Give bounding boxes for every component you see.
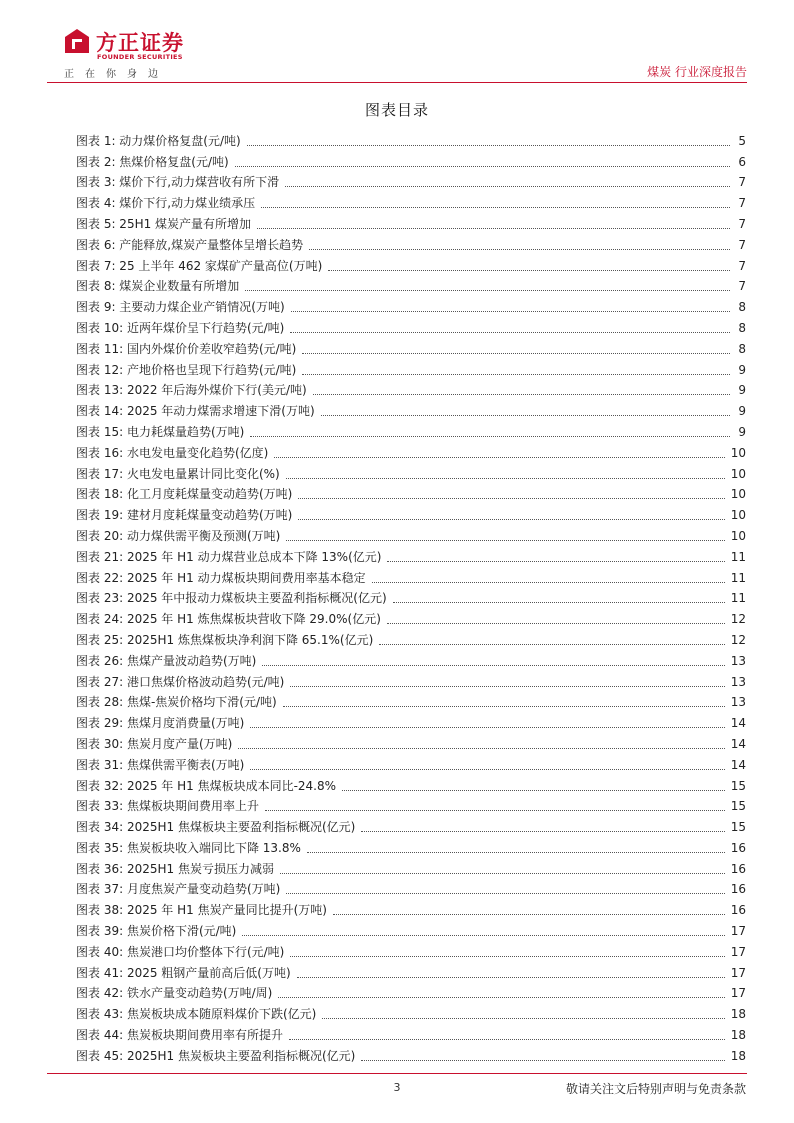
toc-entry-page: 14: [730, 736, 746, 751]
company-slogan: 正在你身边: [64, 69, 169, 80]
toc-entry-page: 9: [738, 424, 746, 439]
toc-entry[interactable]: [76, 378, 746, 399]
toc-entry-label: 图表 15: 电力耗煤量趋势(万吨): [76, 424, 245, 439]
toc-entry[interactable]: [76, 398, 746, 419]
toc-dot-leader: [278, 996, 724, 998]
toc-dot-leader: [372, 581, 725, 583]
toc-entry[interactable]: [76, 939, 746, 960]
toc-dot-leader: [235, 165, 730, 167]
toc-entry-page: 7: [738, 237, 746, 252]
toc-entry[interactable]: [76, 773, 746, 794]
toc-entry-label: 图表 28: 焦煤-焦炭价格均下滑(元/吨): [76, 695, 277, 710]
toc-entry-label: 图表 39: 焦炭价格下滑(元/吨): [76, 924, 237, 939]
toc-entry[interactable]: [76, 627, 746, 648]
toc-entry-page: 8: [738, 341, 746, 356]
toc-dot-leader: [250, 768, 724, 770]
toc-dot-leader: [298, 518, 724, 520]
toc-entry-page: 6: [738, 154, 746, 169]
toc-dot-leader: [313, 393, 730, 395]
toc-entry[interactable]: [76, 440, 746, 461]
toc-dot-leader: [393, 601, 725, 603]
toc-entry[interactable]: [76, 1001, 746, 1022]
toc-entry-page: 10: [730, 528, 746, 543]
toc-entry-label: 图表 17: 火电发电量累计同比变化(%): [76, 466, 280, 481]
toc-entry-page: 16: [730, 861, 746, 876]
toc-dot-leader: [361, 830, 724, 832]
toc-dot-leader: [322, 1017, 724, 1019]
toc-entry[interactable]: [76, 586, 746, 607]
toc-dot-leader: [242, 934, 724, 936]
toc-entry-page: 9: [738, 362, 746, 377]
toc-entry-label: 图表 14: 2025 年动力煤需求增速下滑(万吨): [76, 404, 315, 419]
toc-dot-leader: [309, 248, 730, 250]
toc-dot-leader: [286, 539, 724, 541]
toc-entry-label: 图表 40: 焦炭港口均价整体下行(元/吨): [76, 944, 285, 959]
toc-entry[interactable]: [76, 461, 746, 482]
toc-entry[interactable]: [76, 814, 746, 835]
toc-entry[interactable]: [76, 710, 746, 731]
toc-entry-label: 图表 11: 国内外煤价价差收窄趋势(元/吨): [76, 341, 297, 356]
toc-dot-leader: [262, 664, 724, 666]
toc-dot-leader: [285, 185, 730, 187]
toc-entry-page: 17: [730, 986, 746, 1001]
toc-entry-label: 图表 10: 近两年煤价呈下行趋势(元/吨): [76, 320, 285, 335]
toc-dot-leader: [333, 913, 725, 915]
toc-entry-label: 图表 18: 化工月度耗煤量变动趋势(万吨): [76, 487, 293, 502]
toc-entry-label: 图表 21: 2025 年 H1 动力煤营业总成本下降 13%(亿元): [76, 549, 382, 564]
toc-dot-leader: [361, 1059, 724, 1061]
toc-dot-leader: [387, 560, 724, 562]
toc-entry-page: 9: [738, 404, 746, 419]
toc-entry-page: 14: [730, 716, 746, 731]
toc-entry[interactable]: [76, 315, 746, 336]
toc-entry[interactable]: [76, 544, 746, 565]
toc-entry-page: 15: [730, 820, 746, 835]
toc-entry-page: 7: [738, 196, 746, 211]
founder-logo-icon: [64, 28, 90, 54]
toc-entry[interactable]: [76, 877, 746, 898]
figure-table-of-contents: [76, 128, 746, 1064]
toc-dot-leader: [261, 206, 730, 208]
toc-entry-page: 18: [730, 1048, 746, 1063]
toc-entry[interactable]: [76, 1043, 746, 1064]
toc-entry[interactable]: [76, 960, 746, 981]
toc-entry-page: 15: [730, 778, 746, 793]
toc-entry-label: 图表 12: 产地价格也呈现下行趋势(元/吨): [76, 362, 297, 377]
toc-entry-page: 11: [730, 570, 746, 585]
report-category: 煤炭 行业深度报告: [647, 65, 747, 79]
toc-entry[interactable]: [76, 294, 746, 315]
toc-dot-leader: [307, 851, 725, 853]
toc-entry[interactable]: [76, 648, 746, 669]
toc-entry[interactable]: [76, 482, 746, 503]
toc-entry[interactable]: [76, 274, 746, 295]
toc-entry-label: 图表 31: 焦煤供需平衡表(万吨): [76, 757, 245, 772]
header-divider: [47, 82, 747, 83]
toc-entry-page: 8: [738, 320, 746, 335]
toc-entry[interactable]: [76, 170, 746, 191]
toc-entry-label: 图表 45: 2025H1 焦炭板块主要盈利指标概况(亿元): [76, 1048, 356, 1063]
toc-dot-leader: [257, 227, 730, 229]
toc-entry-page: 12: [730, 632, 746, 647]
toc-entry-page: 7: [738, 279, 746, 294]
toc-entry-page: 10: [730, 487, 746, 502]
toc-entry-page: 5: [738, 133, 746, 148]
toc-entry[interactable]: [76, 897, 746, 918]
toc-entry[interactable]: [76, 336, 746, 357]
toc-entry-page: 10: [730, 466, 746, 481]
toc-entry-label: 图表 4: 煤价下行,动力煤业绩承压: [76, 196, 256, 211]
toc-entry-label: 图表 3: 煤价下行,动力煤营收有所下滑: [76, 175, 280, 190]
toc-entry[interactable]: [76, 357, 746, 378]
toc-entry[interactable]: [76, 502, 746, 523]
toc-entry-page: 9: [738, 383, 746, 398]
toc-entry-page: 10: [730, 508, 746, 523]
toc-entry-label: 图表 7: 25 上半年 462 家煤矿产量高位(万吨): [76, 258, 323, 273]
toc-entry[interactable]: [76, 253, 746, 274]
toc-entry-page: 11: [730, 591, 746, 606]
toc-entry-label: 图表 29: 焦煤月度消费量(万吨): [76, 716, 245, 731]
toc-dot-leader: [238, 747, 724, 749]
toc-entry-page: 17: [730, 944, 746, 959]
toc-dot-leader: [283, 705, 725, 707]
toc-entry-label: 图表 8: 煤炭企业数量有所增加: [76, 279, 240, 294]
toc-dot-leader: [387, 622, 725, 624]
toc-dot-leader: [290, 685, 724, 687]
toc-entry-label: 图表 36: 2025H1 焦炭亏损压力减弱: [76, 861, 274, 876]
toc-entry-page: 13: [730, 674, 746, 689]
toc-entry[interactable]: [76, 606, 746, 627]
toc-entry-label: 图表 38: 2025 年 H1 焦炭产量同比提升(万吨): [76, 903, 327, 918]
toc-entry-page: 13: [730, 653, 746, 668]
toc-entry[interactable]: [76, 731, 746, 752]
toc-entry[interactable]: [76, 232, 746, 253]
toc-entry-page: 16: [730, 903, 746, 918]
toc-entry-label: 图表 27: 港口焦煤价格波动趋势(元/吨): [76, 674, 285, 689]
toc-entry-label: 图表 37: 月度焦炭产量变动趋势(万吨): [76, 882, 281, 897]
toc-entry[interactable]: [76, 835, 746, 856]
toc-dot-leader: [379, 643, 724, 645]
toc-dot-leader: [297, 976, 725, 978]
toc-entry-page: 16: [730, 840, 746, 855]
toc-dot-leader: [250, 435, 730, 437]
toc-entry-page: 15: [730, 799, 746, 814]
toc-dot-leader: [328, 269, 730, 271]
toc-entry-page: 17: [730, 965, 746, 980]
toc-entry-page: 16: [730, 882, 746, 897]
toc-entry-page: 10: [730, 445, 746, 460]
toc-dot-leader: [247, 144, 730, 146]
toc-entry[interactable]: [76, 190, 746, 211]
toc-entry-page: 14: [730, 757, 746, 772]
disclaimer-notice: 敬请关注文后特别声明与免责条款: [565, 1082, 746, 1096]
logo-chinese-name: 方正证券: [96, 31, 184, 55]
toc-entry-label: 图表 23: 2025 年中报动力煤板块主要盈利指标概况(亿元): [76, 591, 387, 606]
toc-entry-label: 图表 30: 焦炭月度产量(万吨): [76, 736, 233, 751]
toc-entry[interactable]: [76, 523, 746, 544]
toc-entry[interactable]: [76, 1022, 746, 1043]
toc-dot-leader: [280, 872, 725, 874]
toc-entry[interactable]: [76, 690, 746, 711]
toc-entry[interactable]: [76, 918, 746, 939]
toc-dot-leader: [265, 809, 725, 811]
toc-entry-page: 7: [738, 175, 746, 190]
toc-entry-page: 12: [730, 612, 746, 627]
toc-entry-label: 图表 34: 2025H1 焦煤板块主要盈利指标概况(亿元): [76, 820, 356, 835]
toc-dot-leader: [290, 955, 724, 957]
toc-dot-leader: [298, 497, 724, 499]
toc-entry-label: 图表 25: 2025H1 炼焦煤板块净利润下降 65.1%(亿元): [76, 632, 374, 647]
toc-entry-label: 图表 6: 产能释放,煤炭产量整体呈增长趋势: [76, 237, 304, 252]
toc-entry-label: 图表 9: 主要动力煤企业产销情况(万吨): [76, 300, 285, 315]
toc-entry-page: 8: [738, 300, 746, 315]
toc-dot-leader: [289, 1038, 725, 1040]
toc-entry-label: 图表 33: 焦煤板块期间费用率上升: [76, 799, 259, 814]
toc-entry[interactable]: [76, 669, 746, 690]
toc-entry-label: 图表 13: 2022 年后海外煤价下行(美元/吨): [76, 383, 307, 398]
toc-entry-label: 图表 35: 焦炭板块收入端同比下降 13.8%: [76, 840, 301, 855]
toc-entry-label: 图表 1: 动力煤价格复盘(元/吨): [76, 133, 241, 148]
toc-entry-label: 图表 19: 建材月度耗煤量变动趋势(万吨): [76, 508, 293, 523]
toc-entry[interactable]: [76, 211, 746, 232]
footer-divider: [47, 1073, 747, 1074]
toc-entry-label: 图表 5: 25H1 煤炭产量有所增加: [76, 216, 252, 231]
toc-entry-label: 图表 26: 焦煤产量波动趋势(万吨): [76, 653, 257, 668]
toc-entry-label: 图表 20: 动力煤供需平衡及预测(万吨): [76, 528, 281, 543]
toc-entry-label: 图表 22: 2025 年 H1 动力煤板块期间费用率基本稳定: [76, 570, 366, 585]
toc-entry-page: 11: [730, 549, 746, 564]
toc-dot-leader: [286, 477, 725, 479]
toc-entry-page: 7: [738, 258, 746, 273]
toc-entry-label: 图表 2: 焦煤价格复盘(元/吨): [76, 154, 229, 169]
toc-entry-label: 图表 24: 2025 年 H1 炼焦煤板块营收下降 29.0%(亿元): [76, 612, 381, 627]
toc-dot-leader: [302, 352, 730, 354]
logo-english-name: FOUNDER SECURITIES: [97, 53, 183, 61]
toc-entry-label: 图表 42: 铁水产量变动趋势(万吨/周): [76, 986, 273, 1001]
toc-entry-label: 图表 16: 水电发电量变化趋势(亿度): [76, 445, 269, 460]
toc-entry[interactable]: [76, 752, 746, 773]
toc-dot-leader: [342, 789, 725, 791]
page-title: 图表目录: [364, 101, 429, 119]
toc-entry[interactable]: [76, 128, 746, 149]
toc-entry-page: 7: [738, 216, 746, 231]
toc-dot-leader: [274, 456, 724, 458]
toc-dot-leader: [321, 414, 730, 416]
toc-entry-label: 图表 44: 焦炭板块期间费用率有所提升: [76, 1028, 283, 1043]
toc-dot-leader: [250, 726, 724, 728]
toc-dot-leader: [290, 331, 730, 333]
toc-entry-page: 18: [730, 1028, 746, 1043]
toc-dot-leader: [302, 373, 730, 375]
toc-entry[interactable]: [76, 856, 746, 877]
toc-entry[interactable]: [76, 794, 746, 815]
toc-dot-leader: [245, 289, 730, 291]
toc-entry[interactable]: [76, 565, 746, 586]
toc-entry[interactable]: [76, 149, 746, 170]
toc-entry-page: 18: [730, 1007, 746, 1022]
toc-entry[interactable]: [76, 981, 746, 1002]
toc-entry-page: 17: [730, 924, 746, 939]
toc-entry-label: 图表 43: 焦炭板块成本随原料煤价下跌(亿元): [76, 1007, 317, 1022]
toc-dot-leader: [286, 892, 724, 894]
toc-entry-label: 图表 32: 2025 年 H1 焦煤板块成本同比-24.8%: [76, 778, 337, 793]
toc-entry-label: 图表 41: 2025 粗钢产量前高后低(万吨): [76, 965, 291, 980]
toc-entry-page: 13: [730, 695, 746, 710]
toc-dot-leader: [291, 310, 730, 312]
toc-entry[interactable]: [76, 419, 746, 440]
page-number: 3: [393, 1081, 401, 1094]
